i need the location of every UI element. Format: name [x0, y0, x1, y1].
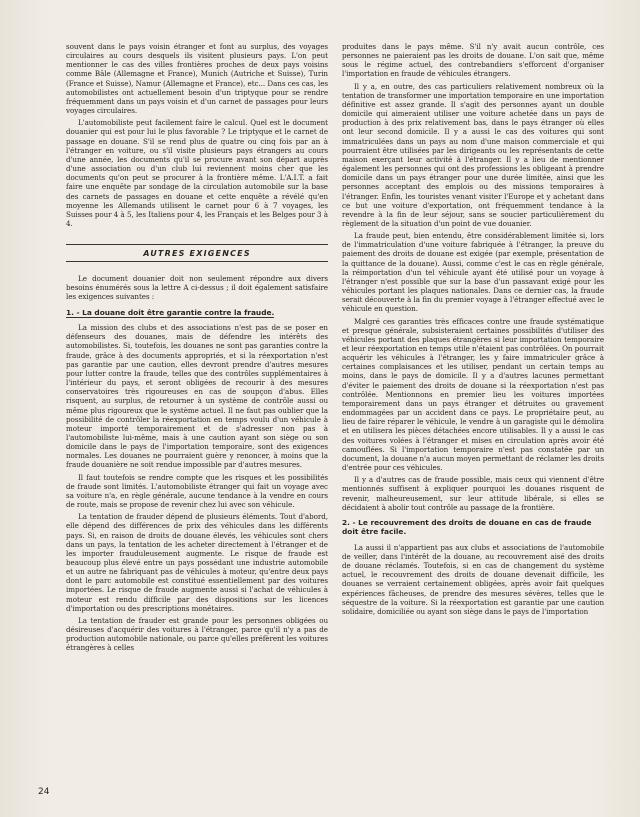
section-heading: AUTRES EXIGENCES	[66, 244, 328, 262]
paragraph: Le document douanier doit non seulement répondre aux divers besoins énumérés sous la lettre A ci-dessus ; il doit également satisfaire les exigences suivantes :	[66, 274, 328, 302]
page-number: 24	[38, 787, 50, 797]
paragraph: Il faut toutefois se rendre compte que les risques et les possibilités de fraude sont limités. L'automobiliste étranger qui fait un voyage avec sa voiture n'a, en règle générale, aucune tendance à la vendre en cours de route, mais se propose de revenir chez lui avec son véhicule.	[66, 472, 328, 510]
paragraph: La mission des clubs et des associations n'est pas de se poser en défenseurs des douanes, mais de défendre les intérêts des automobilistes. Si, toutefois, les douanes ne sont pas garanties contre la fraude, grâce à des documents appropriés, et si la réexportation n'est pas garantie par une caution, elles devront prendre d'autres mesures pour lutter contre la fraude, telles que des contrôles supplémentaires à l'intérieur du pays, et seront obligées de recourir à des mesures conservatoires très rigoureuses en cas de soupçon d'abus. Elles risquent, au surplus, de retourner à un système de contrôle aussi ou même plus rigoureux que le système actuel. Il ne faut pas oublier que la possibilité de contrôler la réexportation en temps voulu d'un véhicule à moteur importé temporairement et de s'adresser non pas à l'automobiliste lui-même, mais à une caution ayant son siège ou son domicile dans le pays de l'importation temporaire, sont des exigences normales. Les douanes ne pourraient guère y renoncer, à moins que la fraude douanière ne soit rendue impossible par d'autres mesures.	[66, 323, 328, 470]
paragraph: souvent dans le pays voisin étranger et font au surplus, des voyages circulaires au cours desquels ils visitent plusieurs pays. L'on peut mentionner le cas des villes frontières proches de deux pays voisins comme Bâle (Allemagne et France), Munich (Autriche et Suisse), Turin (France et Suisse), Namur (Allemagne et France), etc... Dans ces cas, les automobilistes ont actuellement besoin d'un triptyque pour se rendre fréquemment dans un pays voisin et d'un carnet de passages pour leurs voyages circulaires.	[66, 42, 328, 116]
subsection-heading: 2. - Le recouvrement des droits de douane en cas de fraude doit être facile.	[342, 517, 592, 537]
paragraph: La aussi il n'appartient pas aux clubs et associations de l'automobile de veiller, dans l'intérêt de la douane, au recouvrement aisé des droits de douane réclamés. Toutefois, si en cas de changement du système actuel, le recouvrement des droits de douane devenait difficile, les douanes se verraient certainement obligées, après avoir fait quelques expériences fâcheuses, de prendre des mesures sévères, telles que le séquestre de la voiture. Si la réexportation est garantie par une caution solidaire, domiciliée ou ayant son siège dans le pays de l'importation	[342, 542, 604, 616]
subsection-heading	[66, 308, 328, 318]
paragraph: La tentation de frauder est grande pour les personnes obligées ou désireuses d'acquérir des voitures à l'étranger, parce qu'il n'y a pas de production automobile nationale, ou parce qu'elles préfèrent les voitures étrangères à celles	[66, 615, 328, 653]
paragraph: La tentation de frauder dépend de plusieurs éléments. Tout d'abord, elle dépend des différences de prix des véhicules dans les différents pays. Si, en raison de droits de douane élevés, les véhicules sont chers dans un pays, la tentation de les acheter directement à l'étranger et de les importer frauduleusement augmente. Le risque de fraude est beaucoup plus élevé entre un pays possédant une industrie automobile et un autre ne fabriquant pas de véhicules à moteur, qu'entre deux pays dont le parc automobile est constitué essentiellement par des voitures importées. Le risque de fraude augmente aussi si l'achat de véhicules à moteur est rendu difficile par des dispositions sur les licences d'importation ou des prescriptions monétaires.	[66, 512, 328, 613]
paragraph: produites dans le pays même. S'il n'y avait aucun contrôle, ces personnes ne paieraient pas les droits de douane. L'on sait que, même sous le régime actuel, des contrebandiers s'efforcent d'organiser l'importation en fraude de véhicules étrangers.	[342, 42, 604, 79]
paragraph: L'automobiliste peut facilement faire le calcul. Quel est le document douanier qui est pour lui le plus favorable ? Le triptyque et le carnet de passage en douane. S'il se rend plus de quatre ou cinq fois par an à l'étranger en voiture, ou s'il visite plusieurs pays étrangers au cours d'une année, les documents qu'il se procure avant son départ auprès d'une association ou d'un club lui reviennent moins cher que les documents qu'on peut se procurer à la frontière même. L'A.I.T. a fait faire une enquête par sondage de la circulation automobile sur la base des carnets de passages en douane et cette enquête a révélé qu'en moyenne les Allemands utilisent le carnet pour 6 à 7 voyages, les Suisses pour 4 à 5, les Italiens pour 4, les Français et les Belges pour 3 à 4.	[66, 118, 328, 228]
text-columns	[66, 42, 608, 656]
right-column	[342, 42, 604, 656]
paragraph: Malgré ces garanties très efficaces contre une fraude systématique et presque générale, subsisteraient certaines possibilités d'utiliser des véhicules portant des plaques étrangères si leur importation temporaire et leur réexportation en temps utile n'étaient pas contrôlées. On pourrait acquérir les véhicules à l'étranger, les y faire immatriculer grâce à certaines complaisances et les utiliser, pendant un certain temps au moins, dans le pays de domicile. Il y a d'autres lacunes permettant d'éviter le paiement des droits de douane si la réexportation n'est pas contrôlée. Mentionnons en premier lieu les voitures importées temporairement dans un pays étranger et détruites ou gravement endommagées par un accident dans ce pays. Le propriétaire peut, au lieu de faire réparer le véhicule, le vendre à un garagiste qui le démolira et en utilisera les pièces détachées encore utilisables. Il y a aussi le cas des voitures volées à l'étranger et mises en circulation après avoir été camouflées. Si l'importation temporaire n'est pas constatée par un document, la douane n'a aucun moyen permettant de réclamer les droits d'entrée pour ces véhicules.	[342, 316, 604, 473]
paragraph: Il y a, en outre, des cas particuliers relativement nombreux où la tentation de transformer une importation temporaire en une importation définitive est assez grande. Il s'agit des personnes ayant un double domicile qui aimeraient utiliser une voiture achetée dans un pays de production à des prix relativement bas, dans le pays étranger où elles ont leur second domicile. Il y a aussi le cas des voitures qui sont immatriculées dans un pays au nom d'une maison commerciale et qui pourraient être utilisées par les dirigeants ou les représentants de cette maison exerçant leur activité à l'étranger. Il y a lieu de mentionner également les personnes qui ont des professions les obligeant à prendre domicile dans un pays étranger pour une durée limitée, ainsi que les personnes acceptant des emplois ou des missions temporaires à l'étranger. Enfin, les touristes venant visiter l'Europe et y achetant dans ce but une voiture d'exportation, ont fréquemment tendance à la revendre à la fin de leur séjour, sans se soucier particulièrement du règlement de la situation d'un point de vue douanier.	[342, 81, 604, 228]
left-column	[66, 42, 328, 656]
paragraph: Il y a d'autres cas de fraude possible, mais ceux qui viennent d'être mentionnés suffisent à expliquer pourquoi les douanes risquent de revenir, malheureusement, sur leur attitude libérale, si elles se décidaient à abolir tout contrôle au passage de la frontière.	[342, 475, 604, 512]
subsection-heading-text: 1. - La douane doit être garantie contre la fraude.	[66, 307, 275, 317]
paragraph: La fraude peut, bien entendu, être considérablement limitée si, lors de l'immatriculation d'une voiture fabriquée à l'étranger, la preuve du paiement des droits de douane est exigée (par exemple, présentation de la quittance de la douane). Aussi, comme c'est le cas en règle générale, la réimportation d'un tel véhicule ayant été utilisé pour un voyage à l'étranger n'est possible que sur la base d'un passavant exigé pour les véhicules portant les plaques nationales. Dans ce dernier cas, la fraude serait découverte à la fin du premier voyage à l'étranger effectué avec le véhicule en question.	[342, 231, 604, 314]
